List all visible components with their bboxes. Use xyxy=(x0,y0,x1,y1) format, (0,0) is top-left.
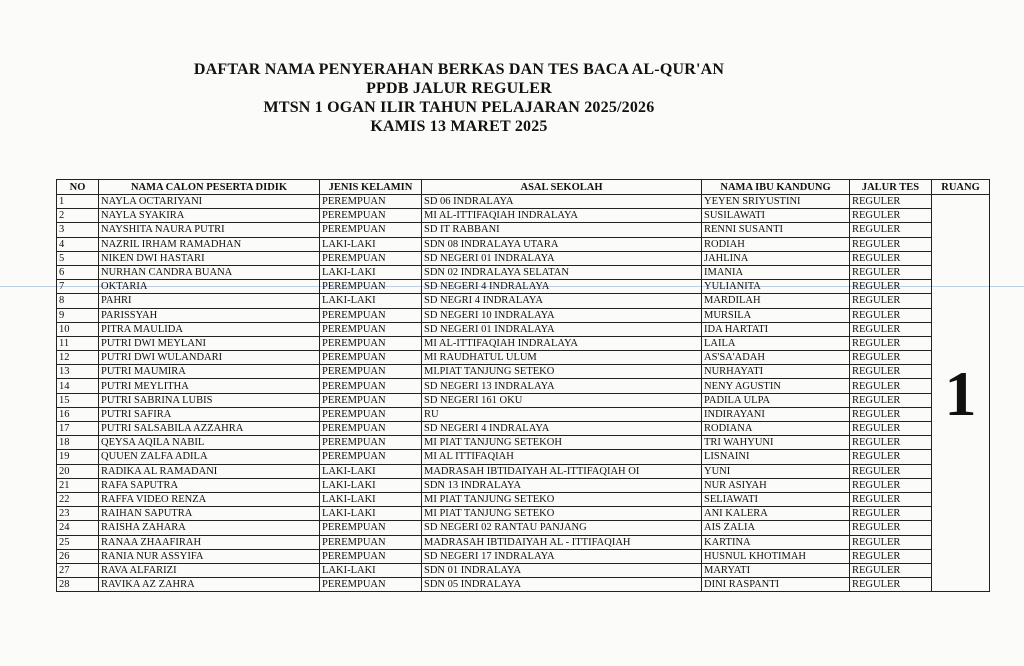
row-mother: RODIANA xyxy=(702,422,850,436)
participant-table xyxy=(56,179,990,592)
row-mother: TRI WAHYUNI xyxy=(702,436,850,450)
row-mother: MURSILA xyxy=(702,308,850,322)
row-school: MI AL-ITTIFAQIAH INDRALAYA xyxy=(422,336,702,350)
row-mother: IDA HARTATI xyxy=(702,322,850,336)
row-gender: PEREMPUAN xyxy=(320,521,422,535)
row-mother: YULIANITA xyxy=(702,280,850,294)
header-school: ASAL SEKOLAH xyxy=(422,180,702,195)
row-no: 13 xyxy=(57,365,99,379)
row-track: REGULER xyxy=(850,351,932,365)
title-line-4: KAMIS 13 MARET 2025 xyxy=(370,118,548,135)
row-no: 28 xyxy=(57,578,99,592)
table-row xyxy=(57,549,990,563)
document-title xyxy=(0,60,918,136)
header-mother: NAMA IBU KANDUNG xyxy=(702,180,850,195)
table-row xyxy=(57,422,990,436)
table-row xyxy=(57,521,990,535)
row-name: RANIA NUR ASSYIFA xyxy=(99,549,320,563)
table-row xyxy=(57,223,990,237)
row-school: MI RAUDHATUL ULUM xyxy=(422,351,702,365)
row-school: SD NEGERI 01 INDRALAYA xyxy=(422,322,702,336)
row-school: SD IT RABBANI xyxy=(422,223,702,237)
row-school: SD NEGRI 4 INDRALAYA xyxy=(422,294,702,308)
row-name: NAZRIL IRHAM RAMADHAN xyxy=(99,237,320,251)
row-mother: HUSNUL KHOTIMAH xyxy=(702,549,850,563)
row-track: REGULER xyxy=(850,407,932,421)
row-name: PUTRI DWI MEYLANI xyxy=(99,336,320,350)
row-gender: LAKI-LAKI xyxy=(320,294,422,308)
table-row xyxy=(57,478,990,492)
room-number: 1 xyxy=(932,195,990,592)
row-no: 27 xyxy=(57,563,99,577)
title-line-2: PPDB JALUR REGULER xyxy=(366,80,552,97)
row-no: 10 xyxy=(57,322,99,336)
row-name: NAYLA SYAKIRA xyxy=(99,209,320,223)
row-track: REGULER xyxy=(850,237,932,251)
row-gender: LAKI-LAKI xyxy=(320,478,422,492)
row-no: 19 xyxy=(57,450,99,464)
row-school: RU xyxy=(422,407,702,421)
row-mother: MARYATI xyxy=(702,563,850,577)
row-no: 25 xyxy=(57,535,99,549)
row-name: PUTRI SABRINA LUBIS xyxy=(99,393,320,407)
row-no: 21 xyxy=(57,478,99,492)
row-name: PUTRI SAFIRA xyxy=(99,407,320,421)
row-gender: PEREMPUAN xyxy=(320,436,422,450)
row-track: REGULER xyxy=(850,336,932,350)
row-gender: PEREMPUAN xyxy=(320,450,422,464)
row-name: OKTARIA xyxy=(99,280,320,294)
row-school: MI AL-ITTIFAQIAH INDRALAYA xyxy=(422,209,702,223)
table-row xyxy=(57,578,990,592)
row-school: MI PIAT TANJUNG SETEKOH xyxy=(422,436,702,450)
table-row xyxy=(57,492,990,506)
table-row xyxy=(57,351,990,365)
row-name: RANAA ZHAAFIRAH xyxy=(99,535,320,549)
row-mother: NUR ASIYAH xyxy=(702,478,850,492)
table-row xyxy=(57,209,990,223)
table-row xyxy=(57,563,990,577)
row-school: SDN 05 INDRALAYA xyxy=(422,578,702,592)
row-name: RADIKA AL RAMADANI xyxy=(99,464,320,478)
row-track: REGULER xyxy=(850,549,932,563)
row-school: SD NEGERI 4 INDRALAYA xyxy=(422,280,702,294)
row-name: NIKEN DWI HASTARI xyxy=(99,251,320,265)
row-mother: MARDILAH xyxy=(702,294,850,308)
table-row xyxy=(57,535,990,549)
row-gender: PEREMPUAN xyxy=(320,393,422,407)
row-mother: DINI RASPANTI xyxy=(702,578,850,592)
row-track: REGULER xyxy=(850,478,932,492)
row-mother: YUNI xyxy=(702,464,850,478)
table-row xyxy=(57,322,990,336)
row-gender: PEREMPUAN xyxy=(320,365,422,379)
row-no: 22 xyxy=(57,492,99,506)
row-gender: LAKI-LAKI xyxy=(320,265,422,279)
row-name: PUTRI MEYLITHA xyxy=(99,379,320,393)
row-mother: PADILA ULPA xyxy=(702,393,850,407)
row-gender: PEREMPUAN xyxy=(320,223,422,237)
row-no: 11 xyxy=(57,336,99,350)
row-track: REGULER xyxy=(850,223,932,237)
row-gender: PEREMPUAN xyxy=(320,422,422,436)
row-school: SD 06 INDRALAYA xyxy=(422,195,702,209)
row-school: SDN 08 INDRALAYA UTARA xyxy=(422,237,702,251)
title-line-3: MTSN 1 OGAN ILIR TAHUN PELAJARAN 2025/2026 xyxy=(263,99,655,116)
row-mother: RENNI SUSANTI xyxy=(702,223,850,237)
table-row xyxy=(57,507,990,521)
row-no: 4 xyxy=(57,237,99,251)
row-name: RAVIKA AZ ZAHRA xyxy=(99,578,320,592)
table-row xyxy=(57,280,990,294)
header-gender: JENIS KELAMIN xyxy=(320,180,422,195)
row-no: 15 xyxy=(57,393,99,407)
table-row xyxy=(57,336,990,350)
table-row xyxy=(57,251,990,265)
row-gender: PEREMPUAN xyxy=(320,322,422,336)
table-row xyxy=(57,294,990,308)
row-school: MI AL ITTIFAQIAH xyxy=(422,450,702,464)
table-header-row xyxy=(57,180,990,195)
row-school: MI.PIAT TANJUNG SETEKO xyxy=(422,365,702,379)
header-room: RUANG xyxy=(932,180,990,195)
row-mother: KARTINA xyxy=(702,535,850,549)
row-track: REGULER xyxy=(850,422,932,436)
row-track: REGULER xyxy=(850,308,932,322)
row-track: REGULER xyxy=(850,464,932,478)
row-school: MADRASAH IBTIDAIYAH AL-ITTIFAQIAH OI xyxy=(422,464,702,478)
table-row xyxy=(57,237,990,251)
header-track: JALUR TES xyxy=(850,180,932,195)
row-track: REGULER xyxy=(850,265,932,279)
row-name: PUTRI SALSABILA AZZAHRA xyxy=(99,422,320,436)
row-gender: PEREMPUAN xyxy=(320,195,422,209)
row-mother: SELIAWATI xyxy=(702,492,850,506)
row-name: RAVA ALFARIZI xyxy=(99,563,320,577)
row-name: PUTRI MAUMIRA xyxy=(99,365,320,379)
row-school: MI PIAT TANJUNG SETEKO xyxy=(422,492,702,506)
row-gender: LAKI-LAKI xyxy=(320,464,422,478)
row-track: REGULER xyxy=(850,450,932,464)
row-school: MI PIAT TANJUNG SETEKO xyxy=(422,507,702,521)
row-name: PAHRI xyxy=(99,294,320,308)
row-mother: NURHAYATI xyxy=(702,365,850,379)
row-gender: PEREMPUAN xyxy=(320,280,422,294)
row-gender: PEREMPUAN xyxy=(320,251,422,265)
row-name: RAIHAN SAPUTRA xyxy=(99,507,320,521)
row-gender: LAKI-LAKI xyxy=(320,563,422,577)
row-no: 23 xyxy=(57,507,99,521)
row-name: RAFA SAPUTRA xyxy=(99,478,320,492)
row-mother: SUSILAWATI xyxy=(702,209,850,223)
header-name: NAMA CALON PESERTA DIDIK xyxy=(99,180,320,195)
table-row xyxy=(57,265,990,279)
row-name: NAYLA OCTARIYANI xyxy=(99,195,320,209)
row-gender: PEREMPUAN xyxy=(320,336,422,350)
row-track: REGULER xyxy=(850,578,932,592)
table-row xyxy=(57,365,990,379)
row-school: SDN 02 INDRALAYA SELATAN xyxy=(422,265,702,279)
row-name: NAYSHITA NAURA PUTRI xyxy=(99,223,320,237)
row-track: REGULER xyxy=(850,521,932,535)
table-row xyxy=(57,379,990,393)
row-track: REGULER xyxy=(850,507,932,521)
row-track: REGULER xyxy=(850,322,932,336)
row-name: QUUEN ZALFA ADILA xyxy=(99,450,320,464)
row-track: REGULER xyxy=(850,280,932,294)
row-no: 18 xyxy=(57,436,99,450)
row-gender: LAKI-LAKI xyxy=(320,237,422,251)
row-track: REGULER xyxy=(850,365,932,379)
row-school: SD NEGERI 17 INDRALAYA xyxy=(422,549,702,563)
row-no: 7 xyxy=(57,280,99,294)
row-no: 24 xyxy=(57,521,99,535)
row-no: 5 xyxy=(57,251,99,265)
row-school: SD NEGERI 4 INDRALAYA xyxy=(422,422,702,436)
row-no: 20 xyxy=(57,464,99,478)
header-no: NO xyxy=(57,180,99,195)
row-track: REGULER xyxy=(850,251,932,265)
row-mother: AIS ZALIA xyxy=(702,521,850,535)
row-no: 14 xyxy=(57,379,99,393)
row-track: REGULER xyxy=(850,195,932,209)
row-mother: LAILA xyxy=(702,336,850,350)
row-track: REGULER xyxy=(850,209,932,223)
row-gender: PEREMPUAN xyxy=(320,549,422,563)
table-row xyxy=(57,464,990,478)
row-no: 1 xyxy=(57,195,99,209)
row-no: 2 xyxy=(57,209,99,223)
row-gender: LAKI-LAKI xyxy=(320,492,422,506)
row-track: REGULER xyxy=(850,436,932,450)
row-no: 6 xyxy=(57,265,99,279)
row-mother: YEYEN SRIYUSTINI xyxy=(702,195,850,209)
row-gender: PEREMPUAN xyxy=(320,209,422,223)
row-gender: LAKI-LAKI xyxy=(320,507,422,521)
row-track: REGULER xyxy=(850,379,932,393)
row-gender: PEREMPUAN xyxy=(320,535,422,549)
row-mother: LISNAINI xyxy=(702,450,850,464)
row-track: REGULER xyxy=(850,535,932,549)
row-name: NURHAN CANDRA BUANA xyxy=(99,265,320,279)
row-school: SDN 01 INDRALAYA xyxy=(422,563,702,577)
row-mother: INDIRAYANI xyxy=(702,407,850,421)
table-row xyxy=(57,407,990,421)
table-row xyxy=(57,308,990,322)
row-track: REGULER xyxy=(850,294,932,308)
row-no: 8 xyxy=(57,294,99,308)
row-gender: PEREMPUAN xyxy=(320,379,422,393)
row-school: SD NEGERI 13 INDRALAYA xyxy=(422,379,702,393)
row-school: SD NEGERI 01 INDRALAYA xyxy=(422,251,702,265)
table-row xyxy=(57,450,990,464)
row-no: 3 xyxy=(57,223,99,237)
row-school: MADRASAH IBTIDAIYAH AL - ITTIFAQIAH xyxy=(422,535,702,549)
row-school: SD NEGERI 10 INDRALAYA xyxy=(422,308,702,322)
row-no: 12 xyxy=(57,351,99,365)
row-mother: RODIAH xyxy=(702,237,850,251)
row-track: REGULER xyxy=(850,563,932,577)
row-gender: PEREMPUAN xyxy=(320,578,422,592)
table-row xyxy=(57,436,990,450)
row-name: RAFFA VIDEO RENZA xyxy=(99,492,320,506)
row-school: SDN 13 INDRALAYA xyxy=(422,478,702,492)
row-mother: IMANIA xyxy=(702,265,850,279)
title-line-1: DAFTAR NAMA PENYERAHAN BERKAS DAN TES BACA AL-QUR'AN xyxy=(193,61,725,78)
table-row xyxy=(57,393,990,407)
row-name: PITRA MAULIDA xyxy=(99,322,320,336)
row-mother: JAHLINA xyxy=(702,251,850,265)
row-no: 17 xyxy=(57,422,99,436)
row-mother: NENY AGUSTIN xyxy=(702,379,850,393)
row-name: PARISSYAH xyxy=(99,308,320,322)
row-school: SD NEGERI 02 RANTAU PANJANG xyxy=(422,521,702,535)
row-mother: AS'SA'ADAH xyxy=(702,351,850,365)
table-row xyxy=(57,195,990,209)
row-name: PUTRI DWI WULANDARI xyxy=(99,351,320,365)
row-no: 26 xyxy=(57,549,99,563)
row-no: 9 xyxy=(57,308,99,322)
row-track: REGULER xyxy=(850,492,932,506)
row-gender: PEREMPUAN xyxy=(320,407,422,421)
row-track: REGULER xyxy=(850,393,932,407)
row-mother: ANI KALERA xyxy=(702,507,850,521)
row-gender: PEREMPUAN xyxy=(320,351,422,365)
row-name: RAISHA ZAHARA xyxy=(99,521,320,535)
row-no: 16 xyxy=(57,407,99,421)
row-gender: PEREMPUAN xyxy=(320,308,422,322)
row-name: QEYSA AQILA NABIL xyxy=(99,436,320,450)
row-school: SD NEGERI 161 OKU xyxy=(422,393,702,407)
